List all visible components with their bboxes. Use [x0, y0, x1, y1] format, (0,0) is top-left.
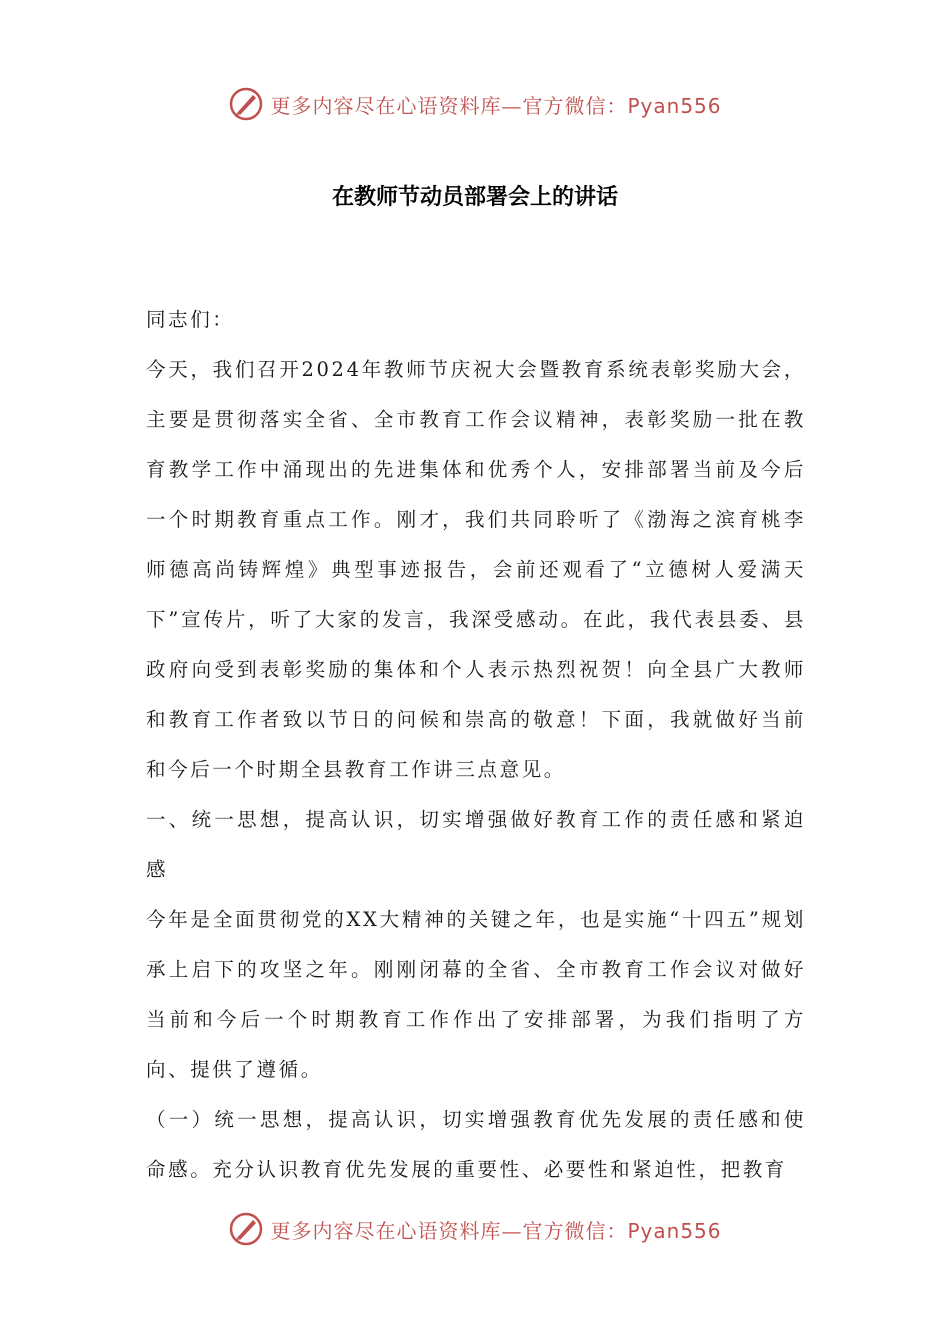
document-title: 在教师节动员部署会上的讲话 [331, 185, 618, 210]
section-heading: 一、统一思想，提高认识，切实增强做好教育工作的责任感和紧迫感 [146, 808, 806, 881]
paragraph: 今年是全面贯彻党的XX大精神的关键之年，也是实施“十四五”规划承上启下的攻坚之年。刚刚闭幕的全省、全市教育工作会议对做好当前和今后一个时期教育工作作出了安排部署，为我们指明了方向、提供了遵循。 [146, 908, 806, 1081]
paragraph: 今天，我们召开2024年教师节庆祝大会暨教育系统表彰奖励大会，主要是贯彻落实全省、全市教育工作会议精神，表彰奖励一批在教育教学工作中涌现出的先进集体和优秀个人，安排部署当前及今后一个时期教育重点工作。刚才，我们共同聆听了《渤海之滨育桃李 师德高尚铸辉煌》典型事迹报告，会前还观看了“立德树人爱满天下”宣传片，听了大家的发言，我深受感动。在此，我代表县委、县政府向受到表彰奖励的集体和个人表示热烈祝贺！向全县广大教师和教育工作者致以节日的问候和崇高的敬意！下面，我就做好当前和今后一个时期全县教育工作讲三点意见。 [146, 358, 806, 781]
salutation: 同志们： [146, 308, 235, 331]
footer-watermark-banner [0, 1209, 950, 1249]
header-watermark-banner [0, 84, 950, 124]
wechat-id: Pyan556 [627, 93, 722, 118]
document-body [146, 295, 806, 1195]
banner-text: 更多内容尽在心语资料库—官方微信：Pyan556 [270, 93, 722, 118]
subsection-paragraph: （一）统一思想，提高认识，切实增强教育优先发展的责任感和使命感。充分认识教育优先发展的重要性、必要性和紧迫性，把教育 [146, 1108, 806, 1181]
pen-logo-icon [228, 86, 264, 122]
wechat-id: Pyan556 [627, 1218, 722, 1243]
pen-logo-icon [228, 1211, 264, 1247]
banner-text: 更多内容尽在心语资料库—官方微信：Pyan556 [270, 1218, 722, 1243]
